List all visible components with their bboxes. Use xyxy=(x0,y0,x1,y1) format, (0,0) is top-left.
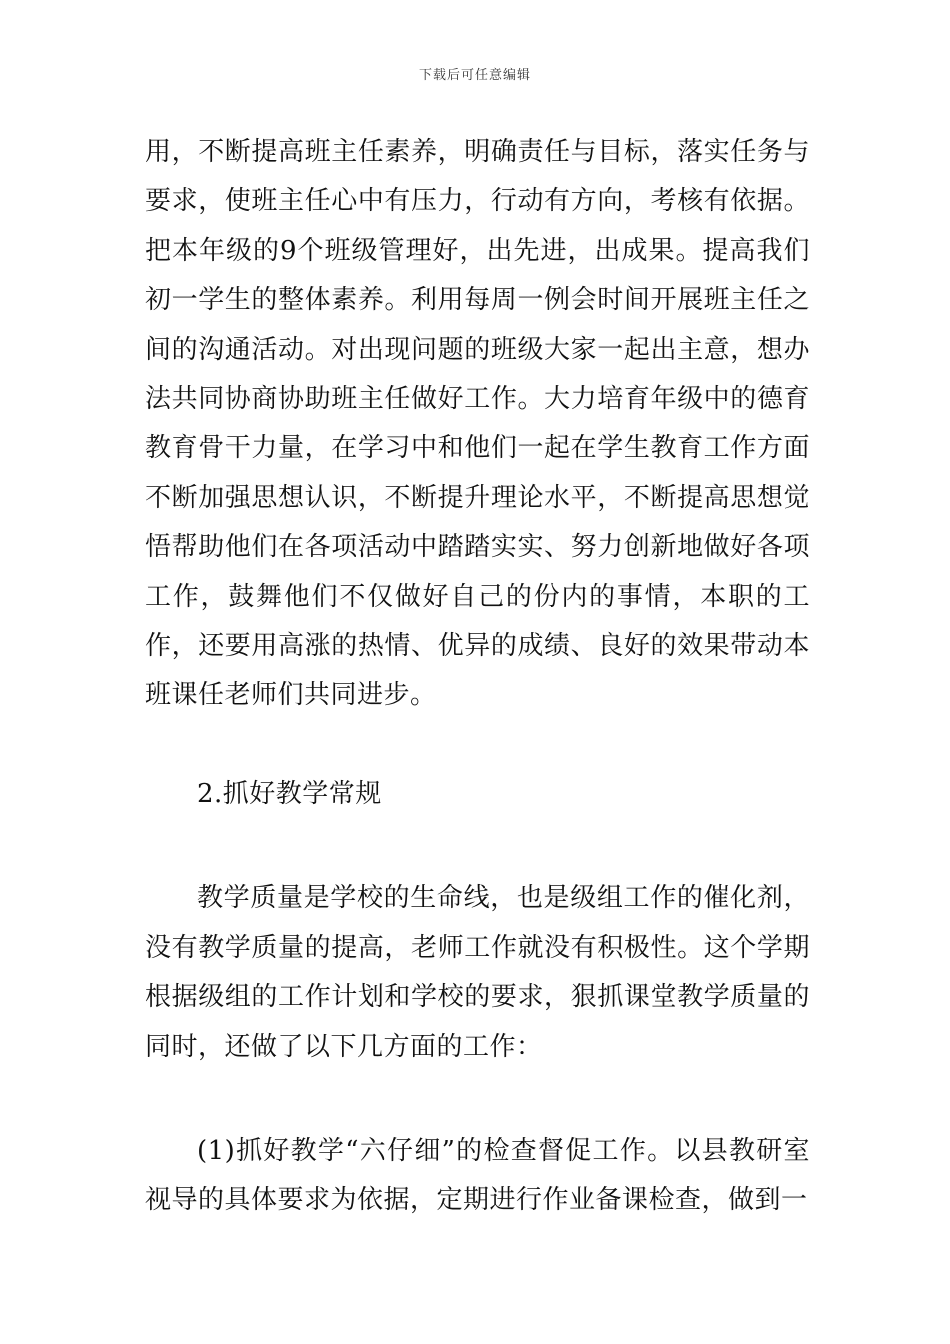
paragraph-class-management: 用，不断提高班主任素养，明确责任与目标，落实任务与要求，使班主任心中有压力，行动有方向，考核有依据。把本年级的9个班级管理好，出先进，出成果。提高我们初一学生的整体素养。利用每周一例会时间开展班主任之间的沟通活动。对出现问题的班级大家一起出主意，想办法共同协商协助班主任做好工作。大力培育年级中的德育教育骨干力量，在学习中和他们一起在学生教育工作方面不断加强思想认识，不断提升理论水平，不断提高思想觉悟帮助他们在各项活动中踏踏实实、努力创新地做好各项工作，鼓舞他们不仅做好自己的份内的事情，本职的工作，还要用高涨的热情、优异的成绩、良好的效果带动本班课任老师们共同进步。 xyxy=(145,137,810,711)
paragraph-six-details: (1)抓好教学“六仔细”的检查督促工作。以县教研室视导的具体要求为依据，定期进行作业备课检查，做到一 xyxy=(145,1135,810,1216)
page-header: 下载后可任意编辑 xyxy=(418,68,531,83)
paragraph-teaching-quality: 教学质量是学校的生命线，也是级组工作的催化剂，没有教学质量的提高，老师工作就没有积极性。这个学期根据级组的工作计划和学校的要求，狠抓课堂教学质量的同时，还做了以下几方面的工作： xyxy=(145,883,810,1062)
section-heading-teaching-routine: 2.抓好教学常规 xyxy=(197,778,382,809)
document-body xyxy=(145,128,810,1226)
